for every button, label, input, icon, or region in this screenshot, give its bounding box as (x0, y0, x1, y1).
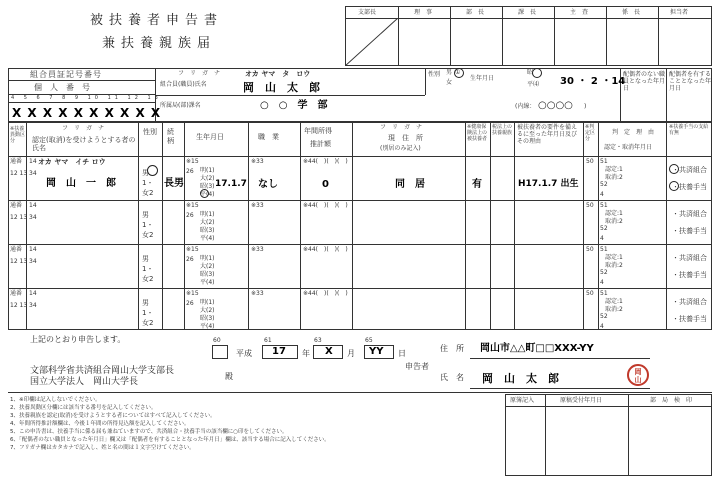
hdr-auth-date: 認定・取消年月日 (604, 144, 653, 151)
sex-label: 性別 (428, 71, 441, 78)
row-opt2[interactable]: ・扶養手当 (672, 315, 707, 323)
row1-era-circle (200, 189, 209, 198)
office-hdr-3: 部 局 検 印 (650, 397, 693, 404)
applicant-label: 申告者 (405, 362, 429, 371)
row1-n4: 4 (600, 191, 604, 198)
row-auth: 認定:1 取消:2 (605, 254, 623, 269)
office-hdr-2: 原稿受付年月日 (560, 397, 603, 404)
row-era-list: 明(1) 大(2) 昭(3) 平(4) (200, 299, 215, 330)
hdr-addr2: (別居のみ記入) (380, 145, 421, 152)
row1-n52: 52 (600, 181, 608, 188)
row-code-1: 通番 (10, 202, 23, 209)
declare-text: 上記のとおり申告します。 (30, 335, 126, 344)
row1-name[interactable]: 岡 山 一 郎 (46, 178, 116, 189)
row-c33: ※33 (251, 290, 264, 297)
row-code-4: 34 (29, 302, 37, 309)
digit-ruler: 4 5 6 7 8 9 10 11 12 13 (11, 95, 162, 101)
row-n4: 4 (600, 235, 604, 242)
name-label: 氏 名 (440, 373, 464, 382)
addr-label: 住 所 (440, 344, 464, 353)
row-c26: 26 (186, 256, 194, 263)
era-circle (532, 68, 542, 78)
row-auth: 認定:1 取消:2 (605, 298, 623, 313)
furigana-label: フ リ ガ ナ (178, 70, 221, 77)
row1-c26: 26 (186, 168, 194, 175)
row-code-2: 14 (29, 202, 37, 209)
dept-value[interactable]: ○ ○ 学 部 (260, 100, 328, 111)
era-showa: 昭 (527, 69, 534, 76)
row1-n51: 51 (600, 158, 608, 165)
individual-number-label: 個 人 番 号 (34, 83, 90, 92)
row1-reason[interactable]: H17.1.7 出生 (518, 179, 579, 189)
sex-female: 女 (446, 79, 453, 86)
approval-kakaricho: 係 長 (622, 9, 641, 16)
row1-code-1: 通番 (10, 158, 23, 165)
title-line2: 兼扶養親族届 (102, 36, 217, 51)
row1-sex: 男1・女2 (142, 169, 154, 197)
row-era-list: 明(1) 大(2) 昭(3) 平(4) (200, 255, 215, 286)
row1-opt1-circle (669, 164, 679, 174)
hdr-addr: 現 住 所 (388, 134, 423, 142)
applicant-name[interactable]: 岡 山 太 郎 (482, 372, 559, 385)
row-c44: ※44( )( )( ) (303, 246, 348, 253)
date-year[interactable]: 17 (272, 346, 286, 357)
row-c15: ※15 (186, 246, 199, 253)
row-c33: ※33 (251, 246, 264, 253)
date-code-65: 65 (365, 337, 373, 344)
row-n52: 52 (600, 313, 608, 320)
row1-addr[interactable]: 同 居 (395, 179, 425, 190)
row-code-1: 通番 (10, 246, 23, 253)
row-opt1[interactable]: ・共済組合 (672, 298, 707, 306)
sex-male: 男 (446, 69, 453, 76)
hdr-name: 認定(取消)を受けようとする者の氏名 (32, 136, 136, 152)
row-sex: 男1・女2 (142, 299, 154, 327)
hdr-health: ※健康保険法上の被扶養者 (467, 124, 488, 142)
date-day[interactable]: YY (369, 346, 384, 357)
row-opt2[interactable]: ・扶養手当 (672, 227, 707, 235)
row1-c15: ※15 (186, 158, 199, 165)
row1-opt2-circle (669, 181, 679, 191)
row-opt1[interactable]: ・共済組合 (672, 254, 707, 262)
spouse-none-label: 配偶者のない職員となった年月日 (623, 71, 666, 92)
row-n50: 50 (586, 246, 594, 253)
row-n52: 52 (600, 269, 608, 276)
seal-stamp: 岡山 (627, 364, 649, 386)
row-n52: 52 (600, 225, 608, 232)
hdr-job: 職 業 (258, 133, 279, 141)
row1-tax[interactable]: 有 (472, 179, 482, 190)
row1-c44: ※44( )( )( ) (303, 158, 348, 165)
approval-bucho: 部 長 (466, 9, 485, 16)
row1-opt2[interactable]: ・扶養手当 (672, 183, 707, 191)
row-n51: 51 (600, 290, 608, 297)
member-number-value[interactable]: X X X X X X X X X X (12, 106, 162, 120)
row-sex: 男1・女2 (142, 211, 154, 239)
hdr-income: 年間所得 (304, 127, 332, 135)
row1-auth: 認定:1 取消:2 (605, 166, 623, 181)
row1-code-4: 34 (29, 170, 37, 177)
date-tsuki: 月 (347, 349, 355, 358)
date-code-60: 60 (213, 337, 221, 344)
row1-opt1[interactable]: ・共済組合 (672, 166, 707, 174)
addressee-1: 文部科学省共済組合岡山大学支部長 (30, 366, 175, 376)
member-number-label: 組合員証記号番号 (30, 70, 102, 79)
hdr-kind: ※扶養異動区分 (10, 126, 26, 144)
hdr-judge-kind: ※判定区分 (585, 124, 596, 142)
row-c15: ※15 (186, 290, 199, 297)
row1-job[interactable]: なし (258, 179, 278, 190)
row1-name-kana[interactable]: オカ ヤマ イチ ロウ (38, 158, 106, 166)
ext-value[interactable]: ○○○○ (538, 100, 573, 111)
approval-shusa: 主 査 (570, 9, 589, 16)
approval-tantosha: 担当者 (670, 9, 689, 16)
dob-label: 生年月日 (470, 75, 495, 82)
row-c26: 26 (186, 212, 194, 219)
row-code-2: 14 (29, 290, 37, 297)
approval-kacho: 課 長 (518, 9, 537, 16)
hdr-allowance: ※扶養手当の支給有無 (669, 124, 709, 136)
addressee-dono: 殿 (225, 372, 233, 381)
row-code-1: 通番 (10, 290, 23, 297)
row1-dob[interactable]: 17.1.7 (215, 179, 247, 189)
member-name-label: 組合員(職員)氏名 (160, 81, 207, 88)
row-c44: ※44( )( )( ) (303, 290, 348, 297)
applicant-addr[interactable]: 岡山市△△町□□XXX-YY (480, 343, 594, 354)
approval-shibucho: 支部長 (358, 9, 377, 16)
addressee-2: 国立大学法人 岡山大学長 (30, 377, 139, 387)
row1-code-3: 12 13 (10, 170, 28, 177)
row-auth: 認定:1 取消:2 (605, 210, 623, 225)
row-opt2[interactable]: ・扶養手当 (672, 271, 707, 279)
row1-era-list: 明(1) 大(2) 昭(3) 平(4) (200, 167, 215, 198)
date-era: 平成 (236, 349, 252, 358)
row-code-3: 12 13 (10, 302, 28, 309)
ext-label: (内線： (515, 103, 536, 110)
row-code-3: 12 13 (10, 214, 28, 221)
date-hi: 日 (398, 349, 406, 358)
hdr-income2: 推計額 (310, 140, 331, 148)
date-box-era (212, 345, 228, 359)
title-line1: 被扶養者申告書 (90, 13, 224, 28)
row-opt1[interactable]: ・共済組合 (672, 210, 707, 218)
row-code-2: 14 (29, 246, 37, 253)
date-nen: 年 (302, 349, 310, 358)
row1-relation[interactable]: 長男 (164, 178, 184, 189)
hdr-addr-furi: フ リ ガ ナ (380, 124, 423, 131)
row-sex: 男1・女2 (142, 255, 154, 283)
row-c44: ※44( )( )( ) (303, 202, 348, 209)
row1-sex-circle (147, 165, 158, 176)
hdr-reason: 被扶養者の要件を備えるに至った年月日及びその理由 (517, 124, 578, 145)
ext-close: ) (584, 103, 587, 110)
row-code-3: 12 13 (10, 258, 28, 265)
row-c26: 26 (186, 300, 194, 307)
hdr-relation: 続柄 (167, 128, 174, 145)
office-hdr-1: 原簿記入 (510, 397, 535, 404)
row1-income[interactable]: 0 (322, 179, 329, 190)
dept-label: 所属局(部)課名 (160, 102, 201, 109)
date-code-63: 63 (314, 337, 322, 344)
row-code-4: 34 (29, 258, 37, 265)
sex-marker: ① (455, 69, 461, 76)
hdr-tax: 税法上の扶養親族 (492, 124, 513, 136)
row-c15: ※15 (186, 202, 199, 209)
hdr-furigana: フ リ ガ ナ (62, 125, 105, 132)
row-code-4: 34 (29, 214, 37, 221)
diagonal-line (345, 18, 398, 66)
row-n50: 50 (586, 290, 594, 297)
row-n4: 4 (600, 279, 604, 286)
row-c33: ※33 (251, 202, 264, 209)
sex-circle (454, 68, 464, 78)
row-era-list: 明(1) 大(2) 昭(3) 平(4) (200, 211, 215, 242)
era-heisei: 平⑷ (527, 81, 540, 88)
row-n50: 50 (586, 202, 594, 209)
hdr-dob: 生年月日 (196, 133, 224, 141)
hdr-judge-reason: 判 定 理 由 (612, 129, 655, 136)
member-dob[interactable]: 30 ・ 2 ・14 (560, 76, 626, 87)
row1-n50: 50 (586, 158, 594, 165)
row-n4: 4 (600, 323, 604, 330)
row-n51: 51 (600, 202, 608, 209)
date-code-61: 61 (264, 337, 272, 344)
hdr-sex: 性別 (143, 128, 157, 136)
member-name[interactable]: 岡 山 太 郎 (243, 81, 320, 94)
spouse-have-label: 配偶者を有することとなった年月日 (669, 71, 712, 92)
row-n51: 51 (600, 246, 608, 253)
row1-c33: ※33 (251, 158, 264, 165)
approval-riji: 理 事 (414, 9, 433, 16)
date-month[interactable]: X (325, 346, 333, 357)
member-name-kana[interactable]: オカ ヤマ タ ロウ (245, 70, 311, 78)
notes: 1、※印欄は記入しないでください。 2、扶養異動区分欄には該当する番号を記入してください。 3、扶養親族を認定(取消)を受けようとする者についてはすべて記入してください。 4、年間所得推計額欄は、今後１年間の所得見込額を記入してください。 5、この申告書は、扶養手当に係る届も兼ねていますので、共済組合・扶養手当の該当欄に○印をしてください。 6、「配偶者のない職員となった年月日」欄又は「配偶者を有することとなった年月日」欄は、該当する場合に記入してください。 7、フリガナ欄はカタカナで記入し、姓と名の間は１文字空けてください。 (10, 397, 330, 451)
row1-code-2: 14 (29, 158, 37, 165)
